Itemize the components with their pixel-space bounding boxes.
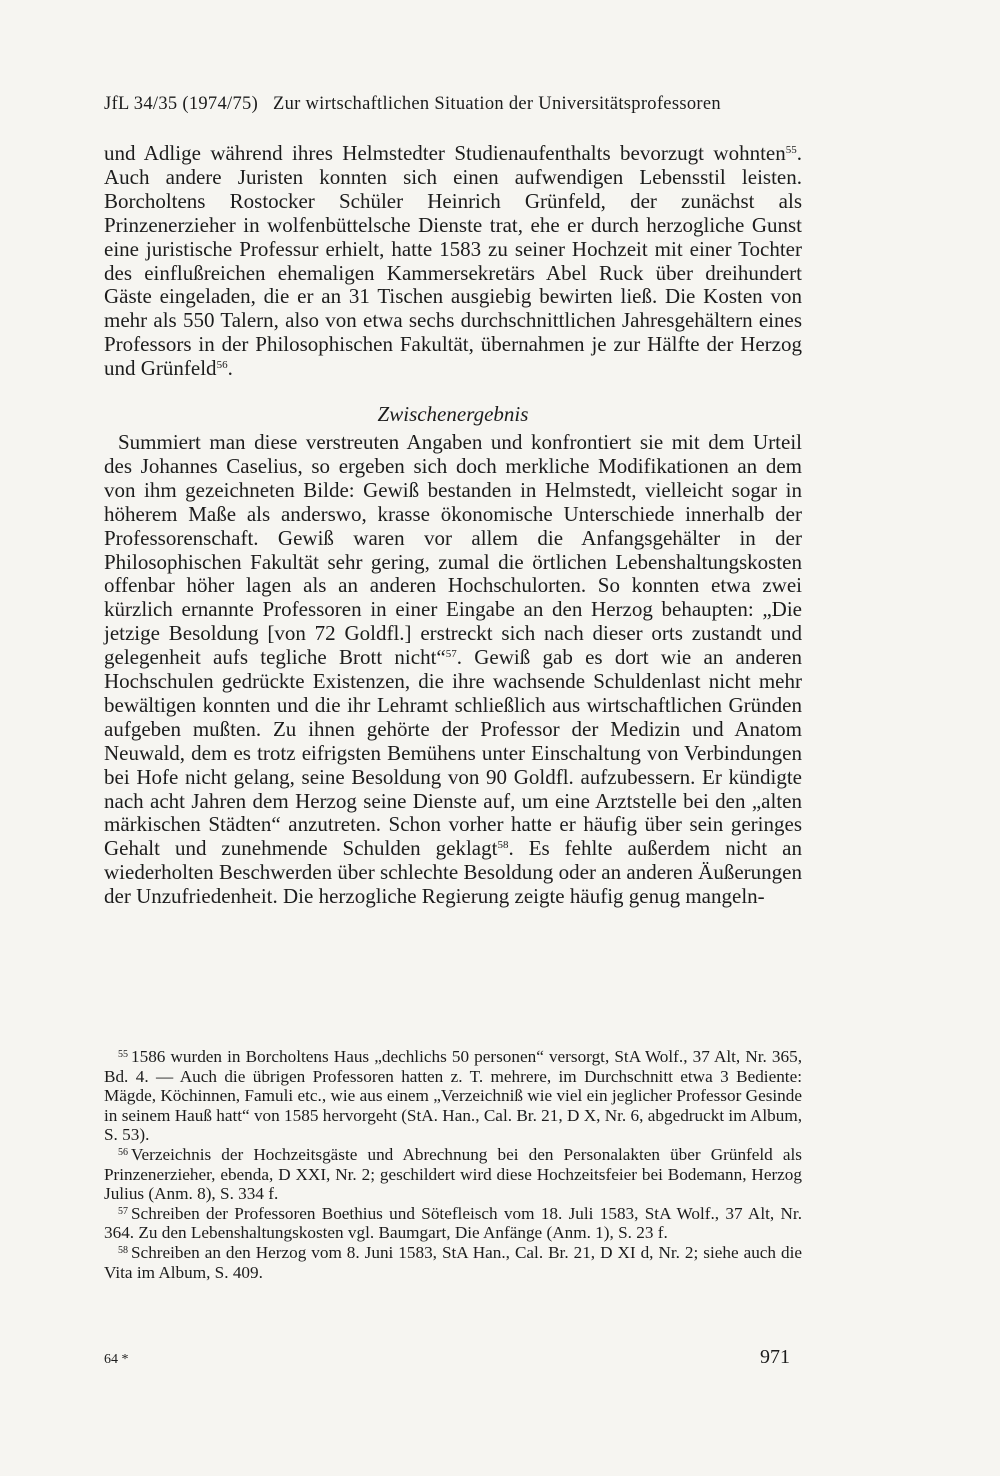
footnote-number: 56	[118, 1146, 128, 1158]
paragraph-1	[104, 142, 802, 381]
paragraph-text: . Gewiß gab es dort wie an anderen Hochschulen gedrückte Existenzen, die ihre wachsende Schuldenlast nicht mehr bewältigen konnten und die ihr Lehramt schließlich aus wirtschaftlichen Gründen aufgeben mußten. Zu ihnen gehörte der Professor der Medizin und Anatom Neuwald, dem es trotz eifrigsten Bemühens unter Einschaltung von Verbindungen bei Hofe nicht gelang, seine Besoldung von 90 Goldfl. aufzubessern. Er kündigte nach acht Jahren dem Herzog seine Dienste auf, um eine Arztstelle bei den „alten märkischen Städten“ anzutreten. Schon vorher hatte er häufig über sein geringes Gehalt und zunehmende Schulden geklagt	[104, 645, 803, 861]
paragraph-text: .	[227, 356, 233, 381]
footnote-ref-57: 57	[445, 648, 457, 661]
main-text	[104, 142, 802, 909]
footnote-ref-56: 56	[216, 359, 228, 372]
footnote-number: 55	[118, 1049, 128, 1060]
footnote-ref-55: 55	[785, 144, 797, 156]
paragraph-text: und Adlige während ihres Helmstedter Studienaufenthalts bevorzugt wohnten	[104, 141, 786, 165]
page-number: 971	[760, 1346, 790, 1368]
section-heading: Zwischenergebnis	[377, 402, 529, 427]
paragraph-text: Summiert man diese verstreuten Angaben und konfrontiert sie mit dem Urteil des Johannes Caselius, so ergeben sich doch merkliche Modifikationen an dem von ihm gezeichneten Bilde: Gewiß bestanden in Helmstedt, vielleicht sogar in höherem Maße als anderswo, krasse ökonomische Unterschiede innerhalb der Professorenschaft. Gewiß waren vor allem die Anfangsgehälter in der Philosophischen Fakultät sehr gering, zumal die örtlichen Lebenshaltungskosten offenbar höher lagen als an anderen Hochschulorten. So konnten etwa zwei kürzlich ernannte Professoren in einer Eingabe an den Herzog behaupten: „Die jetzige Besoldung [von 72 Goldfl.] erstreckt sich nach dieser orts zustandt und gelegenheit aufs tegliche Brott nicht“	[104, 429, 802, 670]
footnotes	[104, 1047, 802, 1282]
footnote-text: Verzeichnis der Hochzeitsgäste und Abrechnung bei den Personalakten über Grünfeld als Prinzenerzieher, ebenda, D XXI, Nr. 2; geschildert wird diese Hochzeitsfeier bei Bodemann, Herzog Julius (Anm. 8), S. 334 f.	[104, 1144, 802, 1204]
paragraph-text: . Es fehlte außerdem nicht an wiederholten Beschwerden über schlechte Besoldung oder an anderen Äußerungen der Unzufriedenheit. Die herzogliche Regierung zeigte häufig genug mangeln-	[104, 836, 803, 909]
footnote-text: 1586 wurden in Borcholtens Haus „dechlichs 50 personen“ versorgt, StA Wolf., 37 Alt, Nr. 365, Bd. 4. — Auch die übrigen Professoren hatten z. T. mehrere, im Durchschnitt etwa 3 Bediente: Mägde, Köchinnen, Famuli etc., wie aus einem „Verzeichniß wie viel ein jeglicher Professor Gesinde in seinem Hauß hatt“ von 1585 hervorgeht (StA. Han., Cal. Br. 21, D X, Nr. 6, abgedruckt im Album, S. 53).	[104, 1047, 802, 1145]
footnote-ref-58: 58	[497, 839, 509, 852]
running-title: Zur wirtschaftlichen Situation der Universitätsprofessoren	[272, 94, 721, 114]
printer-signature: 64 *	[104, 1352, 129, 1367]
footnote-56	[104, 1145, 802, 1204]
paragraph-text: . Auch andere Juristen konnten sich einen aufwendigen Lebensstil leisten. Borcholtens Rostocker Schüler Heinrich Grünfeld, der zunächst als Prinzenerzieher in wolfenbüttelsche Dienste trat, ehe er durch herzogliche Gunst eine juristische Professur erhielt, hatte 1583 zu seiner Hochzeit mit einer Tochter des einflußreichen ehemaligen Kammersekretärs Abel Ruck über dreihundert Gäste eingeladen, die er an 31 Tischen ausgiebig bewirten ließ. Die Kosten von mehr als 550 Talern, also von etwa sechs durchschnittlichen Jahresgehältern eines Professors in der Philosophischen Fakultät, übernahmen je zur Hälfte der Herzog und Grünfeld	[104, 141, 802, 381]
paragraph-2	[104, 431, 802, 909]
running-head	[104, 94, 804, 115]
footnote-57	[104, 1204, 802, 1243]
footnote-58	[104, 1243, 802, 1282]
footnote-text: Schreiben der Professoren Boethius und Sötefleisch vom 18. Juli 1583, StA Wolf., 37 Alt, Nr. 364. Zu den Lebenshaltungskosten vgl. Baumgart, Die Anfänge (Anm. 1), S. 23 f.	[104, 1203, 802, 1243]
footnote-55	[104, 1047, 802, 1145]
footnote-number: 57	[118, 1205, 128, 1217]
footnote-number: 58	[118, 1244, 128, 1256]
journal-reference: JfL 34/35 (1974/75)	[104, 94, 259, 114]
footnote-text: Schreiben an den Herzog vom 8. Juni 1583, StA Han., Cal. Br. 21, D XI d, Nr. 2; siehe auch die Vita im Album, S. 409.	[104, 1242, 802, 1282]
